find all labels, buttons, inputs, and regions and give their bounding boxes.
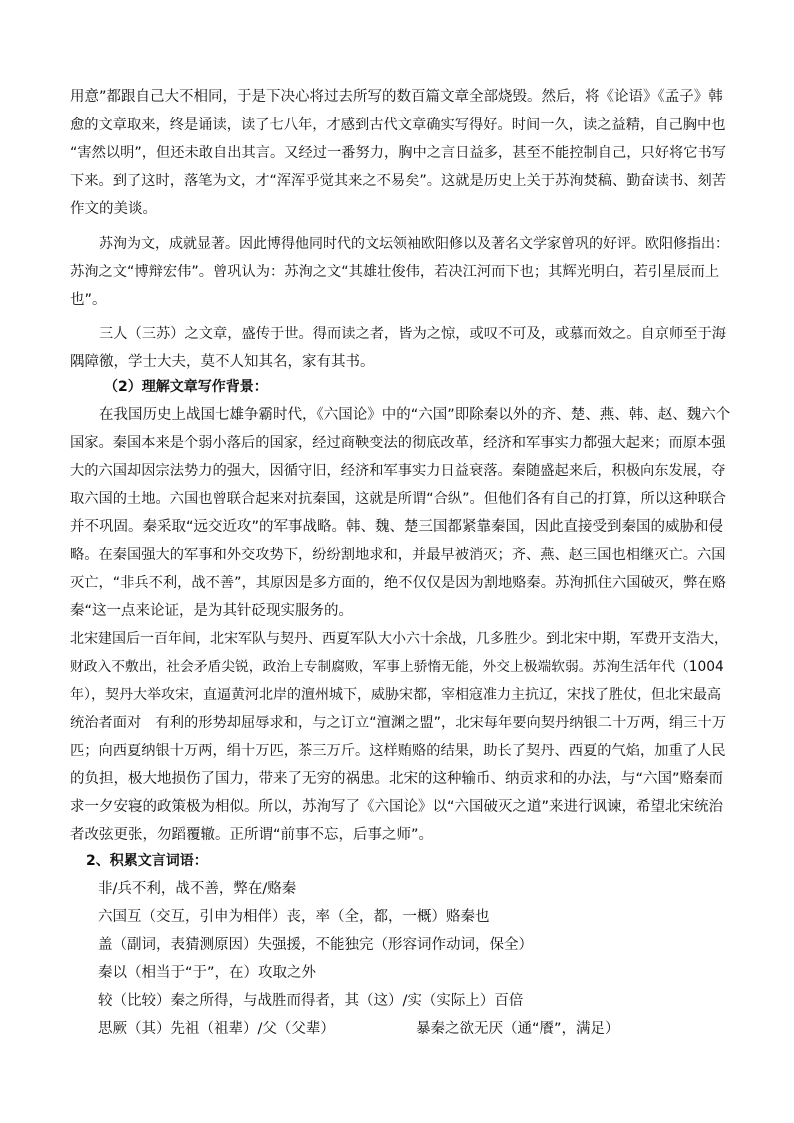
text-line: “害然以明”，但还未敢自出其言。又经过一番努力，胸中之言日益多，甚至不能控制自己，只好将它书写 bbox=[70, 145, 727, 161]
text-line: 财政入不敷出，社会矛盾尖锐，政治上专制腐败，军事上骄惰无能，外交上极端软弱。苏洵生活年代（1004 bbox=[70, 659, 724, 675]
text-line: 略。在秦国强大的军事和外交攻势下，纷纷割地求和，并最早被消灭；齐、燕、赵三国也相继灭亡。六国 bbox=[70, 547, 726, 563]
vocab-line: 六国互（交互，引申为相伴）丧，率（全，都，一概）赂秦也 bbox=[98, 909, 490, 925]
vocab-line: 秦以（相当于“于”，在）攻取之外 bbox=[98, 965, 317, 981]
section-heading: 2、积累文言词语： bbox=[86, 853, 208, 869]
text-line: 国家。秦国本来是个弱小落后的国家，经过商鞅变法的彻底改革，经济和军事实力都强大起来；而原本强 bbox=[70, 435, 726, 451]
text-line: 统治者面对 有利的形势却屈辱求和，与之订立“澶渊之盟”，北宋每年要向契丹纳银二十万两，绢三十万 bbox=[70, 715, 727, 731]
text-line: 取六国的土地。六国也曾联合起来对抗秦国，这就是所谓“合纵”。但他们各有自己的打算，所以这种联合 bbox=[70, 491, 727, 507]
vocab-line: 暴秦之欲无厌（通“餍”，满足） bbox=[416, 1021, 620, 1037]
text-line: 愈的文章取来，终是诵读，读了七八年，才感到古代文章确实写得好。时间一久，读之益精，自己胸中也 bbox=[70, 117, 726, 133]
text-line: 苏洵为文，成就显著。因此博得他同时代的文坛领袖欧阳修以及著名文学家曾巩的好评。欧阳修指出： bbox=[99, 236, 729, 252]
text-line: 北宋建国后一百年间，北宋军队与契丹、西夏军队大小六十余战，几多胜少。到北宋中期，军费开支浩大， bbox=[70, 631, 728, 647]
text-line: 苏洵之文“博辩宏伟”。曾巩认为：苏洵之文“其雄壮俊伟，若决江河而下也；其辉光明白，若引星辰而上 bbox=[70, 264, 720, 280]
text-line: 也”。 bbox=[70, 292, 107, 308]
text-line: 大的六国却因宗法势力的强大，因循守旧，经济和军事实力日益衰落。秦随盛起来后，积极向东发展，夺 bbox=[70, 463, 726, 479]
text-line: 求一夕安寝的政策极为相似。所以，苏洵写了《六国论》以“六国破灭之道”来进行讽谏，希望北宋统治 bbox=[70, 799, 724, 815]
vocab-line: 思厥（其）先祖（祖辈）/父（父辈） bbox=[98, 1021, 335, 1037]
text-line: 在我国历史上战国七雄争霸时代，《六国论》中的“六国”即除秦以外的齐、楚、燕、韩、赵、魏六个 bbox=[99, 407, 731, 423]
text-line: 匹；向西夏纳银十万两，绢十万匹，茶三万斤。这样贿赂的结果，助长了契丹、西夏的气焰，加重了人民 bbox=[70, 743, 726, 759]
text-line: 三人（三苏）之文章，盛传于世。得而读之者，皆为之惊，或叹不可及，或慕而效之。自京师至于海 bbox=[99, 326, 727, 342]
section-heading: （2）理解文章写作背景： bbox=[104, 379, 268, 395]
text-line: 并不巩固。秦采取“远交近攻”的军事战略。韩、魏、楚三国都紧靠秦国，因此直接受到秦国的威胁和侵 bbox=[70, 519, 724, 535]
text-line: 秦“这一点来论证，是为其针砭现实服务的。 bbox=[70, 603, 354, 619]
text-line: 的负担，极大地损伤了国力，带来了无穷的祸患。北宋的这种输币、纳贡求和的办法，与“六国”赂秦而 bbox=[70, 771, 724, 787]
vocab-line: 较（比较）秦之所得，与战胜而得者，其（这）/实（实际上）百倍 bbox=[98, 993, 524, 1009]
text-line: 年），契丹大举攻宋，直逼黄河北岸的澶州城下，威胁宋都，宰相寇准力主抗辽，宋找了胜仗，但北宋最高 bbox=[70, 687, 721, 703]
text-line: 隅障徼，学士大夫，莫不人知其名，家有其书。 bbox=[70, 354, 375, 370]
text-line: 灭亡，“非兵不利，战不善”，其原因是多方面的，绝不仅仅是因为割地赂秦。苏洵抓住六国破灭，弊在赂 bbox=[70, 575, 727, 591]
text-line: 作文的美谈。 bbox=[70, 201, 157, 217]
text-line: 用意”都跟自己大不相同，于是下决心将过去所写的数百篇文章全部烧毁。然后，将《论语》《孟子》韩 bbox=[70, 89, 723, 105]
text-line: 下来。到了这时，落笔为文，才“浑浑乎觉其来之不易矣”。这就是历史上关于苏洵焚稿、勤奋读书、刻苦 bbox=[70, 173, 727, 189]
vocab-line: 非/兵不利，战不善，弊在/赂秦 bbox=[98, 881, 297, 897]
vocab-line: 盖（副词，表猜测原因）失强援，不能独完（形容词作动词，保全） bbox=[98, 937, 533, 953]
text-line: 者改弦更张，勿蹈覆辙。正所谓“前事不忘，后事之师”。 bbox=[70, 827, 434, 843]
